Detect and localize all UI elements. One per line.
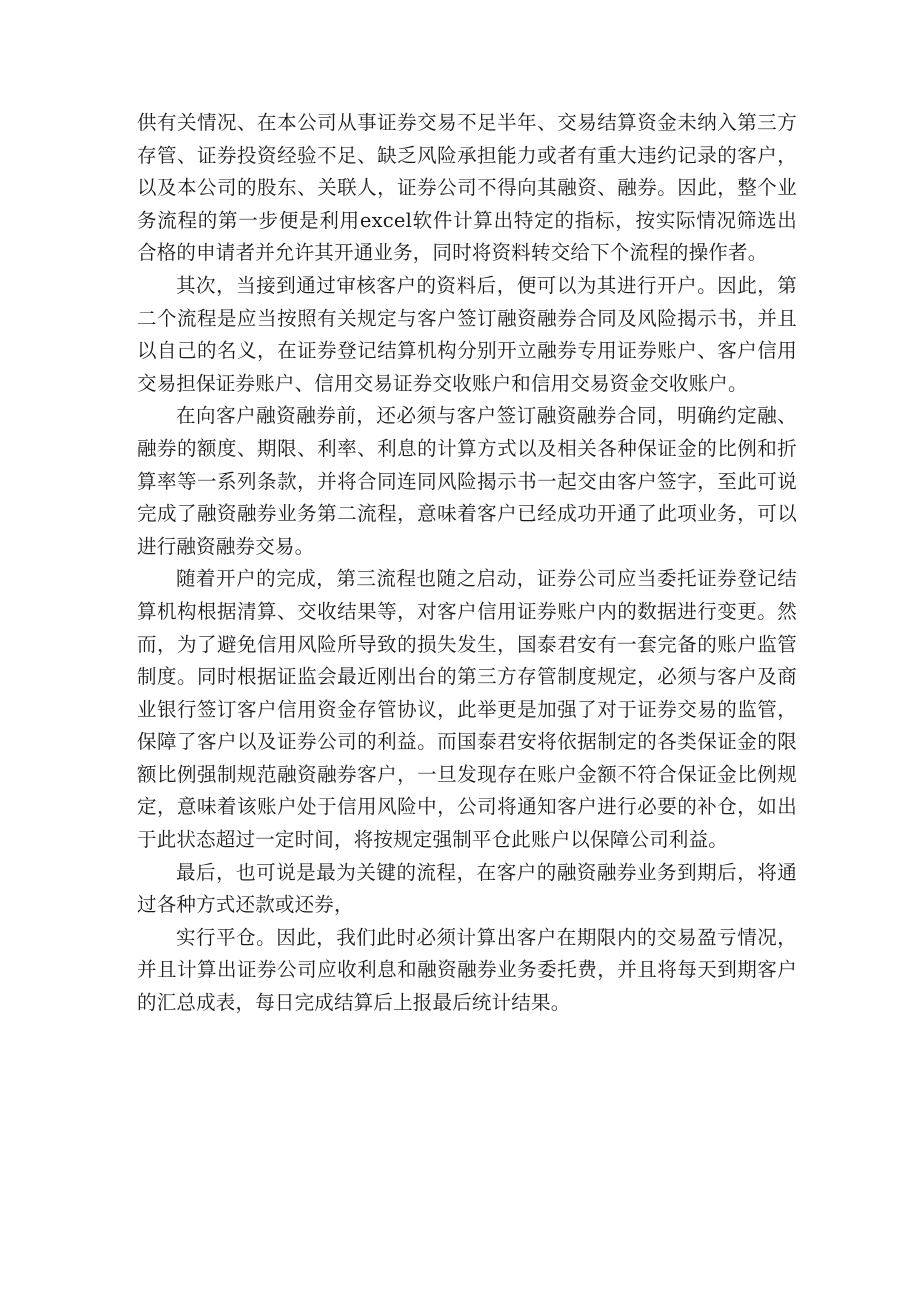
paragraph-4: 随着开户的完成，第三流程也随之启动，证券公司应当委托证券登记结算机构根据清算、交收结果等，对客户信用证券账户内的数据进行变更。然而，为了避免信用风险所导致的损失发生，国泰君安有一套完备的账户监管制度。同时根据证监会最近刚出台的第三方存管制度规定，必须与客户及商业银行签订客户信用资金存管协议，此举更是加强了对于证券交易的监管，保障了客户以及证券公司的利益。而国泰君安将依据制定的各类保证金的限额比例强制规范融资融券客户，一旦发现存在账户金额不符合保证金比例规定，意味着该账户处于信用风险中，公司将通知客户进行必要的补仓，如出于此状态超过一定时间，将按规定强制平仓此账户以保障公司利益。 [137,567,797,852]
paragraph-1: 供有关情况、在本公司从事证券交易不足半年、交易结算资金未纳入第三方存管、证券投资经验不足、缺乏风险承担能力或者有重大违约记录的客户，以及本公司的股东、关联人，证券公司不得向其融资、融券。因此，整个业务流程的第一步便是利用excel软件计算出特定的指标，按实际情况筛选出合格的申请者并允许其开通业务，同时将资料转交给下个流程的操作者。 [137,111,797,265]
paragraph-3: 在向客户融资融券前，还必须与客户签订融资融券合同，明确约定融、融券的额度、期限、利率、利息的计算方式以及相关各种保证金的比例和折算率等一系列条款，并将合同连同风险揭示书一起交由客户签字，至此可说完成了融资融券业务第二流程，意味着客户已经成功开通了此项业务，可以进行融资融券交易。 [137,404,797,558]
document-body [137,107,797,1020]
paragraph-2: 其次，当接到通过审核客户的资料后，便可以为其进行开户。因此，第二个流程是应当按照有关规定与客户签订融资融券合同及风险揭示书，并且以自己的名义，在证券登记结算机构分别开立融券专用证券账户、客户信用交易担保证券账户、信用交易证券交收账户和信用交易资金交收账户。 [137,273,797,395]
paragraph-5: 最后，也可说是最为关键的流程，在客户的融资融券业务到期后，将通过各种方式还款或还券， [137,860,797,917]
paragraph-6: 实行平仓。因此，我们此时必须计算出客户在期限内的交易盈亏情况，并且计算出证券公司应收利息和融资融券业务委托费，并且将每天到期客户的汇总成表，每日完成结算后上报最后统计结果。 [137,925,797,1015]
